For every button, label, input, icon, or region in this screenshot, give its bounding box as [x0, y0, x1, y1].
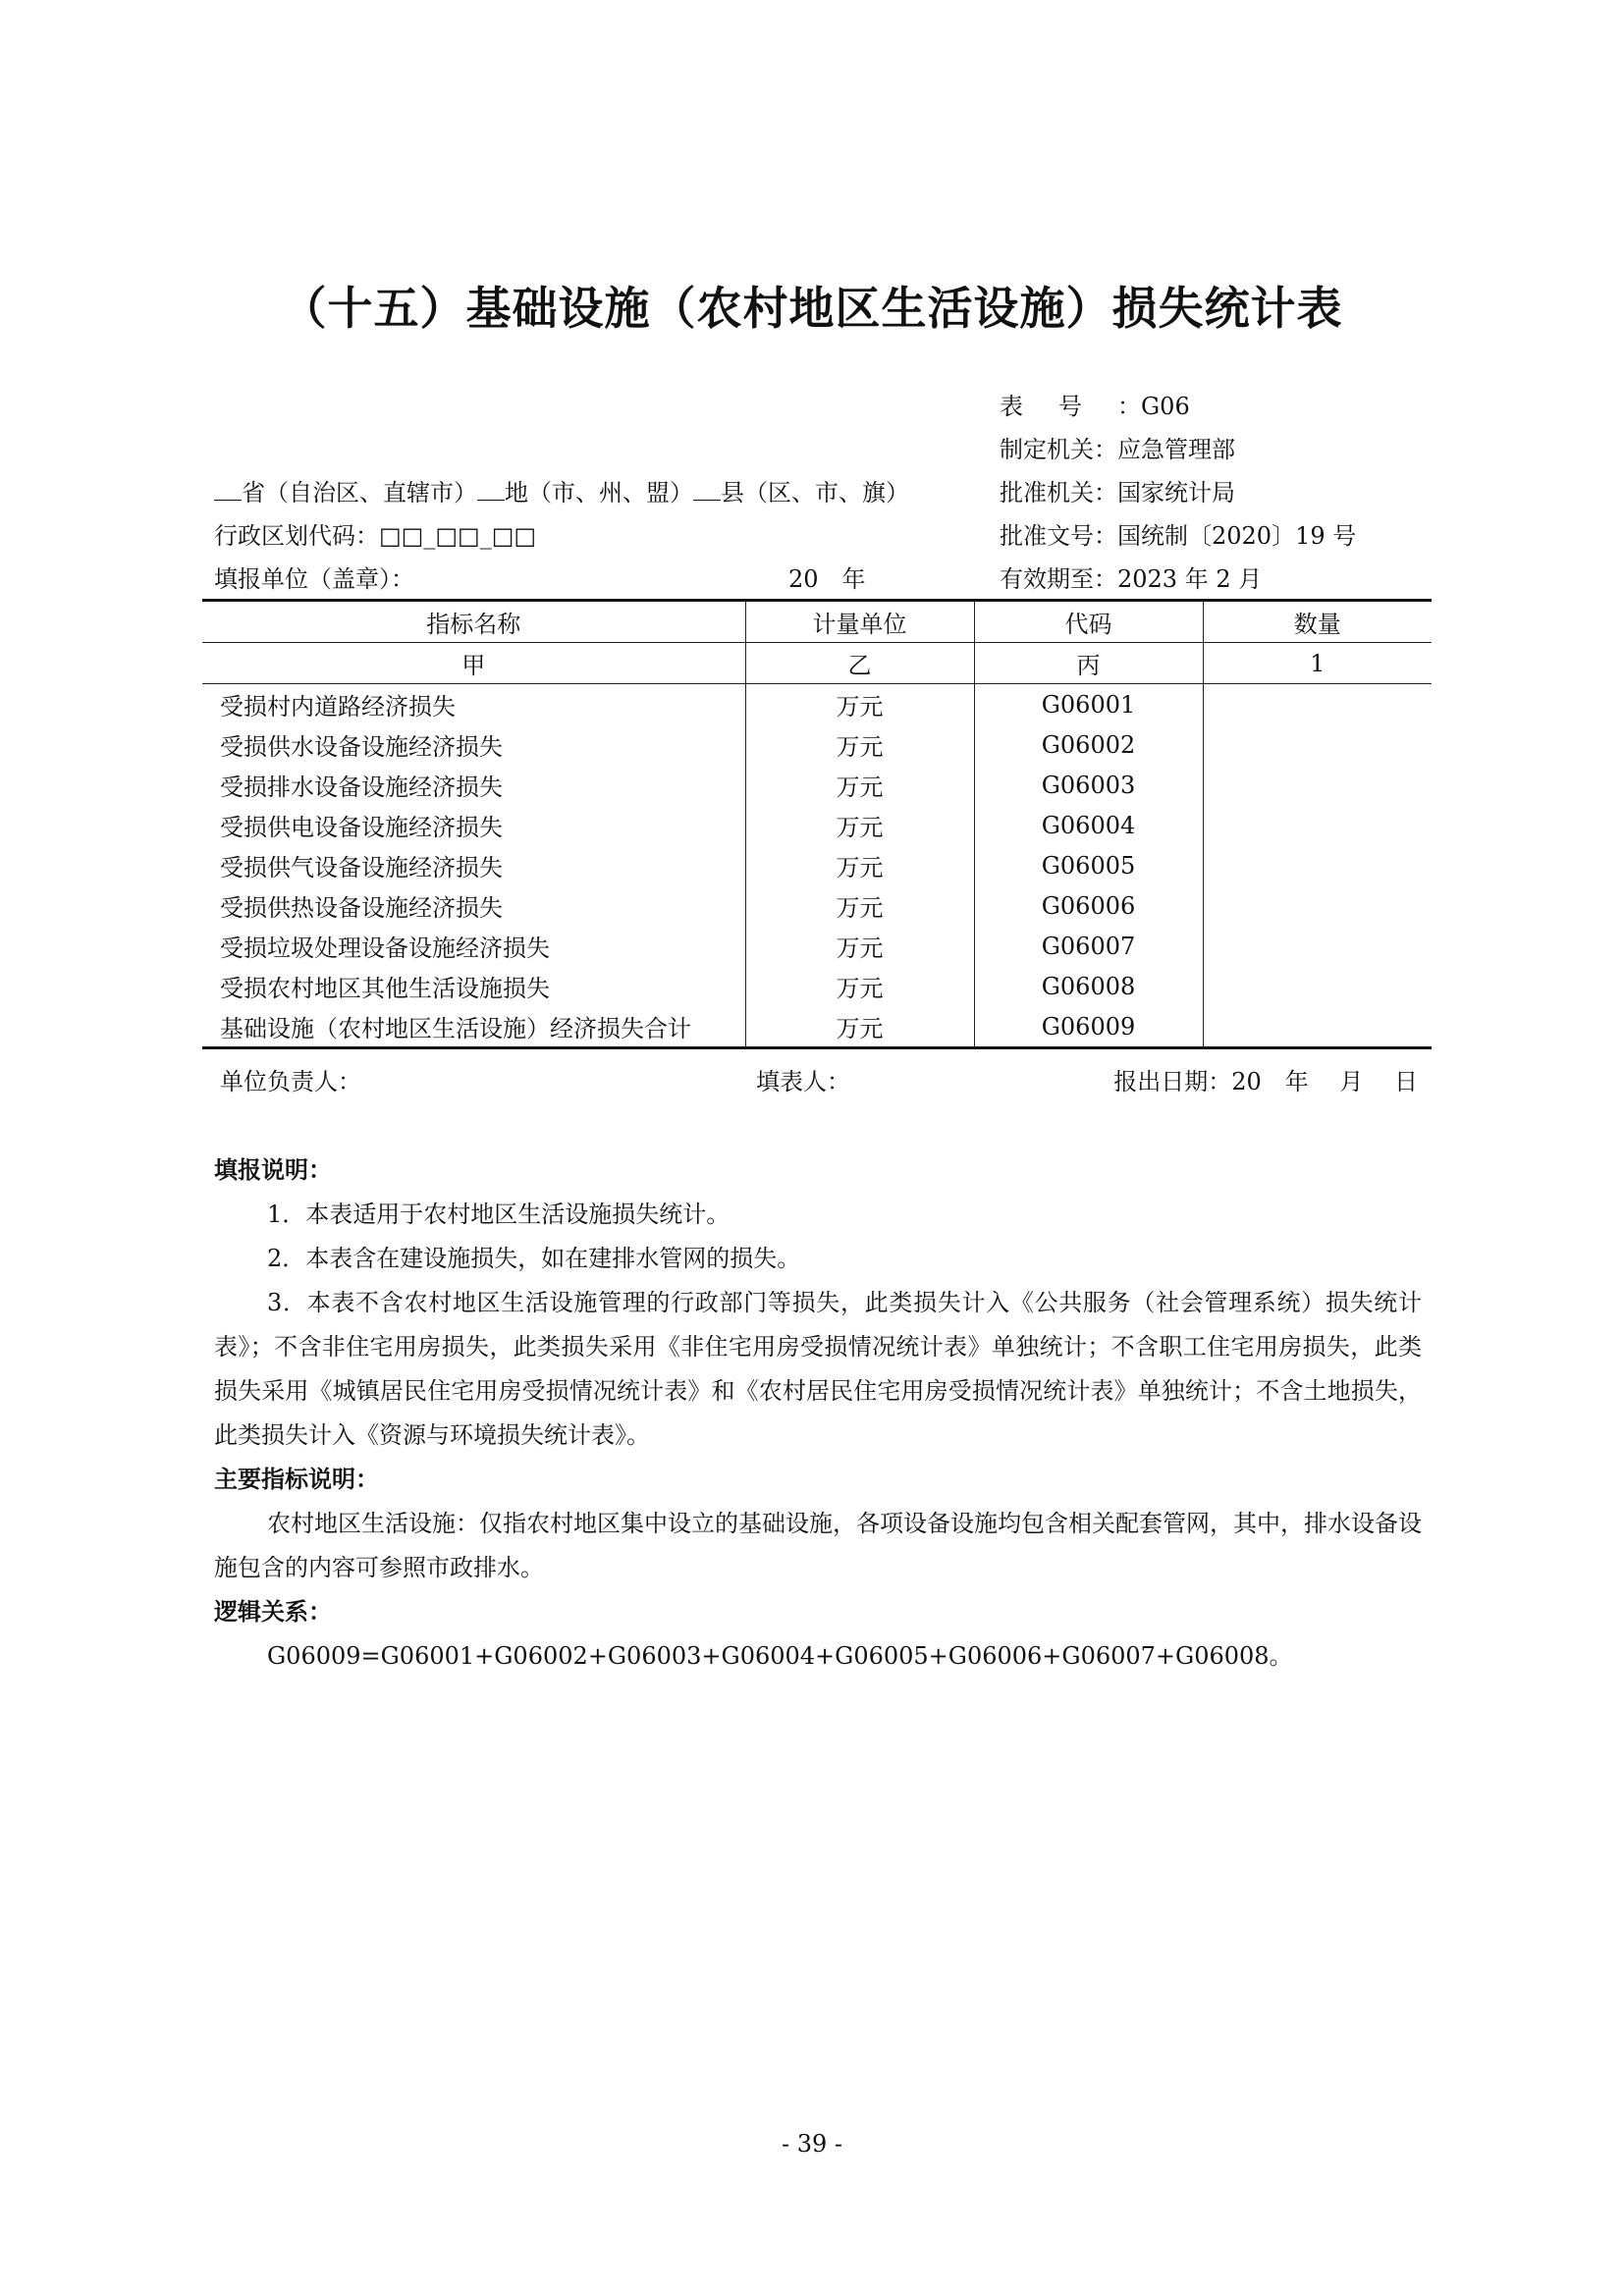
table-row — [202, 684, 1432, 725]
code-cell: G06005 — [974, 845, 1203, 885]
page-title: （十五）基础设施（农村地区生活设施）损失统计表 — [281, 282, 1343, 335]
prefecture-label: 地（市、州、盟） — [505, 479, 693, 507]
admin-code-boxes[interactable]: □□_□□_□□ — [379, 522, 537, 550]
valid-until-label: 有效期至 — [1000, 565, 1094, 593]
unit-cell: 万元 — [745, 765, 974, 805]
approving-authority-value: ：国家统计局 — [1094, 479, 1235, 507]
issuing-authority-label: 制定机关 — [1000, 436, 1094, 463]
quantity-cell[interactable] — [1203, 845, 1432, 885]
indicator-name: 受损供热设备设施经济损失 — [202, 885, 745, 926]
province-blank[interactable] — [214, 478, 242, 501]
report-date-label: 报出日期：20 年 月 日 — [1113, 1068, 1418, 1095]
prefecture-blank[interactable] — [477, 478, 505, 501]
issuing-authority-value: ：应急管理部 — [1094, 436, 1235, 463]
quantity-cell[interactable] — [1203, 684, 1432, 725]
unit-cell: 万元 — [745, 684, 974, 725]
fill-instruction-item: 3．本表不含农村地区生活设施管理的行政部门等损失，此类损失计入《公共服务（社会管理系统）损失统计表》；不含非住宅用房损失，此类损失采用《非住宅用房受损情况统计表》单独统计；不含职工住宅用房损失，此类损失采用《城镇居民住宅用房受损情况统计表》和《农村居民住宅用房受损情况统计表》单独统计；不含土地损失，此类损失计入《资源与环境损失统计表》。 — [214, 1289, 1422, 1449]
unit-cell: 万元 — [745, 1006, 974, 1048]
subheader-quantity: 1 — [1203, 643, 1432, 684]
approving-authority-row — [1000, 471, 1356, 514]
valid-until-value: ：2023 年 2 月 — [1094, 565, 1263, 593]
unit-cell: 万元 — [745, 966, 974, 1006]
approval-number-label: 批准文号 — [1000, 522, 1094, 550]
table-row — [202, 966, 1432, 1006]
issuing-authority-row — [1000, 428, 1356, 471]
page-number: - 39 - — [781, 2130, 842, 2158]
unit-cell: 万元 — [745, 805, 974, 845]
subheader-indicator: 甲 — [202, 643, 745, 684]
province-label: 省（自治区、直辖市） — [242, 479, 477, 507]
indicator-name: 受损供水设备设施经济损失 — [202, 724, 745, 765]
quantity-cell[interactable] — [1203, 885, 1432, 926]
code-cell: G06003 — [974, 765, 1203, 805]
column-header-unit: 计量单位 — [745, 601, 974, 643]
county-label: 县（区、市、旗） — [721, 479, 909, 507]
form-meta-info — [1000, 385, 1356, 601]
reporting-unit-line — [214, 558, 980, 601]
column-header-indicator: 指标名称 — [202, 601, 745, 643]
quantity-cell[interactable] — [1203, 765, 1432, 805]
table-row — [202, 885, 1432, 926]
unit-cell: 万元 — [745, 724, 974, 765]
code-cell: G06001 — [974, 684, 1203, 725]
indicator-name: 受损供气设备设施经济损失 — [202, 845, 745, 885]
region-line — [214, 471, 980, 514]
unit-cell: 万元 — [745, 885, 974, 926]
valid-until-row — [1000, 558, 1356, 601]
approval-number-value: ：国统制〔2020〕19 号 — [1094, 522, 1357, 550]
form-number-row — [1000, 385, 1356, 428]
logic-heading: 逻辑关系： — [214, 1598, 332, 1626]
code-cell: G06002 — [974, 724, 1203, 765]
report-year[interactable]: 20 年 — [788, 565, 866, 593]
fill-instruction-item: 2．本表含在建设施损失，如在建排水管网的损失。 — [267, 1245, 801, 1272]
unit-cell: 万元 — [745, 926, 974, 966]
table-header-row — [202, 601, 1432, 643]
quantity-cell[interactable] — [1203, 1006, 1432, 1048]
indicator-name: 受损农村地区其他生活设施损失 — [202, 966, 745, 1006]
subheader-unit: 乙 — [745, 643, 974, 684]
table-row — [202, 926, 1432, 966]
subheader-code: 丙 — [974, 643, 1203, 684]
code-cell: G06004 — [974, 805, 1203, 845]
fill-instruction-item: 1．本表适用于农村地区生活设施损失统计。 — [267, 1201, 731, 1228]
admin-code-label: 行政区划代码： — [214, 522, 379, 550]
indicator-name: 基础设施（农村地区生活设施）经济损失合计 — [202, 1006, 745, 1048]
table-row — [202, 724, 1432, 765]
form-number-label: 表号 — [1000, 393, 1117, 420]
column-header-quantity: 数量 — [1203, 601, 1432, 643]
county-blank[interactable] — [693, 478, 721, 501]
quantity-cell[interactable] — [1203, 724, 1432, 765]
code-cell: G06009 — [974, 1006, 1203, 1048]
indicator-name: 受损村内道路经济损失 — [202, 684, 745, 725]
reporting-unit-label: 填报单位（盖章）： — [214, 565, 414, 593]
quantity-cell[interactable] — [1203, 805, 1432, 845]
form-number-value: ：G06 — [1117, 393, 1190, 420]
approval-number-row — [1000, 514, 1356, 558]
logic-formula: G06009=G06001+G06002+G06003+G06004+G06005+G06006+G06007+G06008。 — [267, 1642, 1293, 1670]
indicator-notes-heading: 主要指标说明： — [214, 1466, 379, 1493]
indicator-name: 受损排水设备设施经济损失 — [202, 765, 745, 805]
code-cell: G06008 — [974, 966, 1203, 1006]
code-cell: G06007 — [974, 926, 1203, 966]
approving-authority-label: 批准机关 — [1000, 479, 1094, 507]
quantity-cell[interactable] — [1203, 966, 1432, 1006]
table-row — [202, 805, 1432, 845]
region-info — [214, 471, 980, 601]
table-row-total — [202, 1006, 1432, 1048]
form-filler-label: 填表人： — [756, 1068, 850, 1095]
code-cell: G06006 — [974, 885, 1203, 926]
unit-head-label: 单位负责人： — [220, 1068, 361, 1095]
admin-code-line — [214, 514, 980, 558]
quantity-cell[interactable] — [1203, 926, 1432, 966]
table-row — [202, 765, 1432, 805]
fill-instructions-heading: 填报说明： — [214, 1156, 332, 1184]
table-subheader-row — [202, 643, 1432, 684]
column-header-code: 代码 — [974, 601, 1203, 643]
statistics-table — [202, 599, 1432, 1049]
indicator-name: 受损供电设备设施经济损失 — [202, 805, 745, 845]
indicator-name: 受损垃圾处理设备设施经济损失 — [202, 926, 745, 966]
notes-section — [214, 1148, 1422, 1679]
signature-row — [220, 1062, 1418, 1101]
table-row — [202, 845, 1432, 885]
indicator-note-text: 农村地区生活设施：仅指农村地区集中设立的基础设施，各项设备设施均包含相关配套管网，其中，排水设备设施包含的内容可参照市政排水。 — [214, 1510, 1422, 1581]
unit-cell: 万元 — [745, 845, 974, 885]
